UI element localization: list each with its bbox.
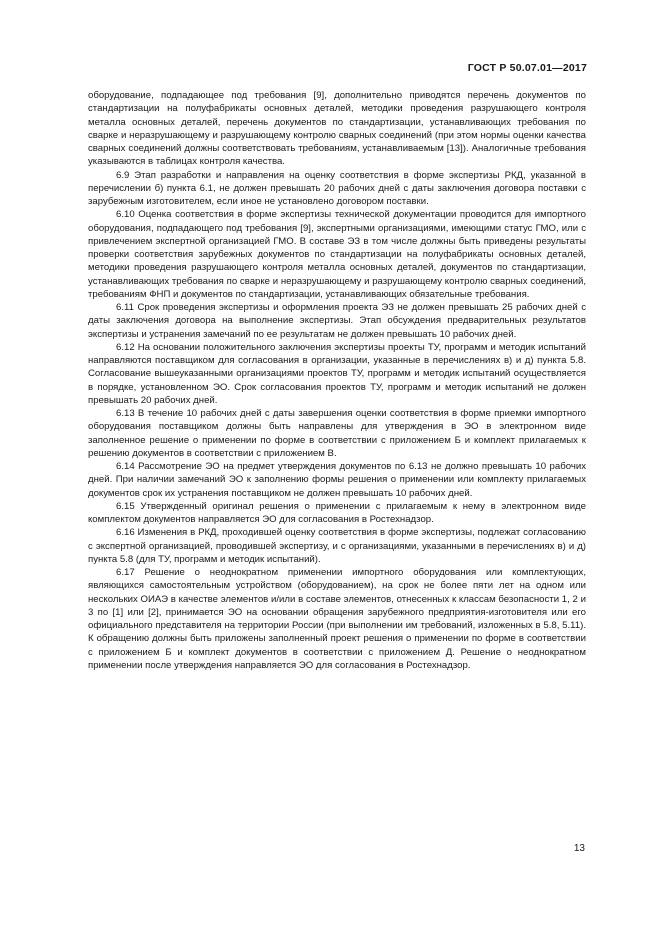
paragraph-6-10: 6.10 Оценка соответствия в форме экспертизы технической документации проводится для импортного оборудования, подпадающего под требования [9], экспертными организациями, имеющими статус ГМО, или с привлечением экспертной организацией ГМО. В составе ЭЗ в том числе должны быть приведены результаты проверки соответствия зарубежных документов по стандартизации на полуфабрикаты основных деталей, методики проведения разрушающего контроля металла основных деталей, документов по стандартизации, устанавливающих требования по сварке и неразрушающему и разрушающему контролю сварных соединений, требованиям ФНП и документов по стандартизации, устанавливающих обязательные требования. [88,209,586,300]
paragraph-6-16: 6.16 Изменения в РКД, проходившей оценку соответствия в форме экспертизы, подлежат согласованию с экспертной организацией, проводившей экспертизу, и с организациями, указанными в перечислениях в) и д) пункта 5.8 (для ТУ, программ и методик испытаний). [88,527,586,565]
paragraph-6-15: 6.15 Утвержденный оригинал решения о применении с прилагаемым к нему в электронном виде комплектом документов направляется ЭО для согласования в Ростехнадзор. [88,500,586,525]
document-body [88,89,586,672]
paragraph-6-17: 6.17 Решение о неоднократном применении импортного оборудования или комплектующих, являющихся самостоятельным устройством (оборудованием), на срок не более пяти лет на одном или нескольких ОИАЭ в качестве элементов и/или в составе элементов, отнесенных к классам безопасности 1, 2 и 3 по [1] или [2], принимается ЭО на основании обращения зарубежного предприятия-изготовителя или его официального представителя на территории России (при выполнении им требований, изложенных в 5.8, 5.11). К обращению должны быть приложены заполненный проект решения о применении по форме в соответствии с приложением Б и комплект документов в соответствии с приложением Д. Решение о неоднократном применении после утверждения направляется ЭО для согласования в Ростехнадзор. [88,567,586,671]
paragraph-6-11: 6.11 Срок проведения экспертизы и оформления проекта ЭЗ не должен превышать 25 рабочих дней с даты заключения договора на выполнение экспертизы. Этап обсуждения предварительных результатов экспертизы и устранения замечаний по ее результатам не должен превышать 10 рабочих дней. [88,302,586,340]
document-header: ГОСТ Р 50.07.01—2017 [467,62,587,74]
paragraph-6-13: 6.13 В течение 10 рабочих дней с даты завершения оценки соответствия в форме приемки импортного оборудования поставщиком должны быть направлены для утверждения в ЭО в электронном виде заполненное решение о применении по форме в соответствии с приложением Б и комплект прилагаемых к решению документов в соответствии с приложением В. [88,408,586,459]
paragraph-6-14: 6.14 Рассмотрение ЭО на предмет утверждения документов по 6.13 не должно превышать 10 рабочих дней. При наличии замечаний ЭО к заполнению формы решения о применении или комплекту прилагаемых документов срок их устранения поставщиком не должен превышать 10 рабочих дней. [88,461,586,499]
paragraph-6-12: 6.12 На основании положительного заключения экспертизы проекты ТУ, программ и методик испытаний направляются поставщиком для согласования в организации, указанные в перечислениях в) и д) пункта 5.8. Согласование вышеуказанными организациями проектов ТУ, программ и методик испытаний осуществляется в порядке, установленном ЭО. Срок согласования проектов ТУ, программ и методик испытаний не должен превышать 20 рабочих дней. [88,341,586,406]
page-number: 13 [573,843,585,854]
paragraph-continuation: оборудование, подпадающее под требования [9], дополнительно приводятся перечень документов по стандартизации на полуфабрикаты основных деталей, методики проведения разрушающего контроля металла основных деталей, перечень документов по стандартизации, устанавливающих требования по сварке и неразрушающему и разрушающему контролю сварных соединений (при этом нормы оценки качества сварных соединений должны соответствовать требованиям, устанавливаемым [13]). Аналогичные требования указываются в таблицах контроля качества. [88,90,586,168]
paragraph-6-9: 6.9 Этап разработки и направления на оценку соответствия в форме экспертизы РКД, указанной в перечислении б) пункта 6.1, не должен превышать 20 рабочих дней с даты заключения договора поставки с зарубежным изготовителем, если иное не установлено договором поставки. [88,169,586,207]
